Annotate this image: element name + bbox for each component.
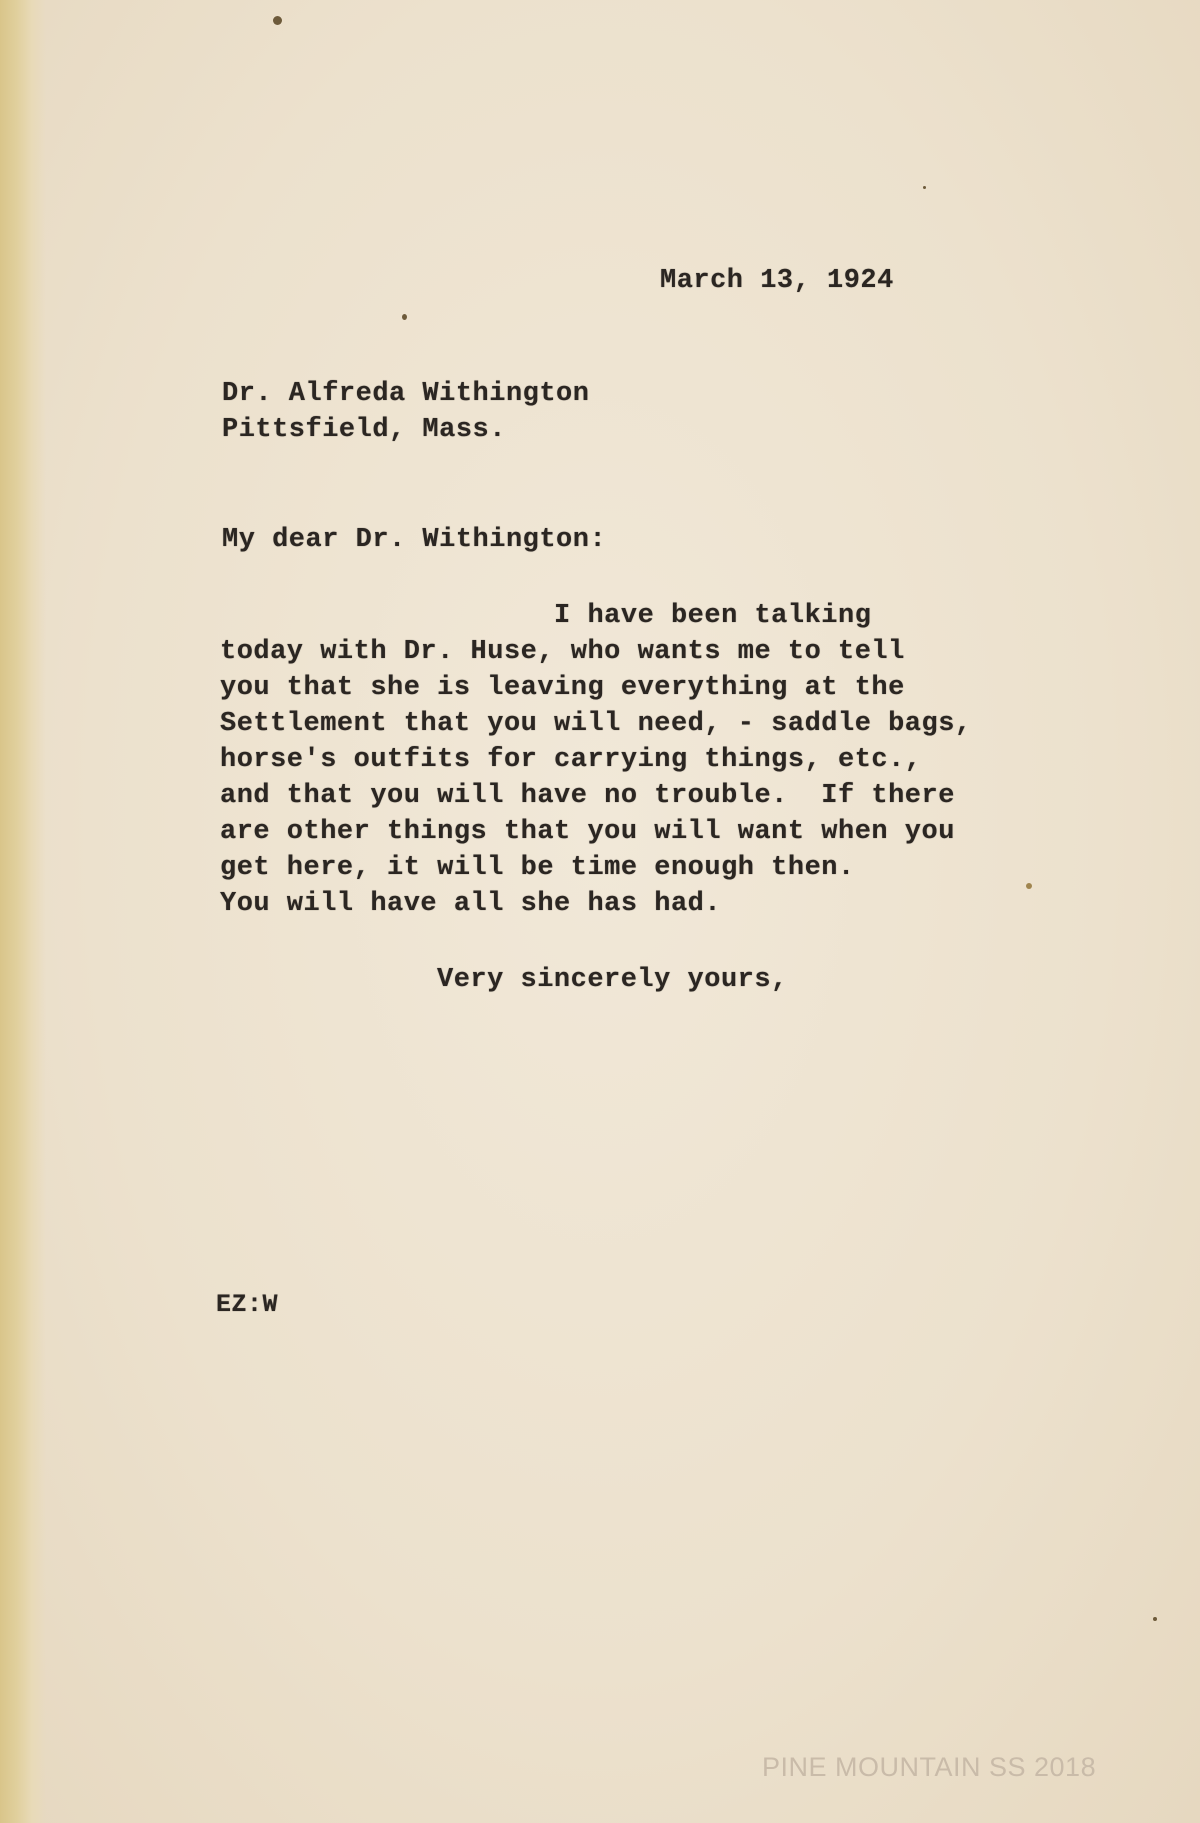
- body-line: I have been talking: [220, 601, 872, 631]
- recipient-address: [222, 376, 589, 448]
- closing: Very sincerely yours,: [437, 965, 788, 995]
- body-line: and that you will have no trouble. If there: [220, 781, 955, 811]
- paper-speck: [1026, 883, 1032, 889]
- paper-edge-discoloration: [0, 0, 46, 1823]
- paper-speck: [923, 186, 926, 189]
- paper-speck: [1153, 1617, 1157, 1621]
- recipient-city: Pittsfield, Mass.: [222, 415, 506, 445]
- body-line: get here, it will be time enough then.: [220, 853, 855, 883]
- body-line: are other things that you will want when you: [220, 817, 955, 847]
- paper-speck: [402, 314, 407, 320]
- body-line: you that she is leaving everything at the: [220, 673, 905, 703]
- watermark: PINE MOUNTAIN SS 2018: [762, 1752, 1097, 1782]
- letter-date: March 13, 1924: [660, 266, 894, 296]
- body-line: horse's outfits for carrying things, etc.,: [220, 745, 922, 775]
- paper-speck: [273, 16, 282, 25]
- recipient-name: Dr. Alfreda Withington: [222, 379, 590, 409]
- salutation: My dear Dr. Withington:: [222, 525, 607, 555]
- body-line: You will have all she has had.: [220, 889, 722, 919]
- body-line: Settlement that you will need, - saddle bags,: [220, 709, 972, 739]
- letter-body: [220, 598, 972, 922]
- body-line: today with Dr. Huse, who wants me to tell: [220, 637, 905, 667]
- typist-initials: EZ:W: [216, 1290, 279, 1319]
